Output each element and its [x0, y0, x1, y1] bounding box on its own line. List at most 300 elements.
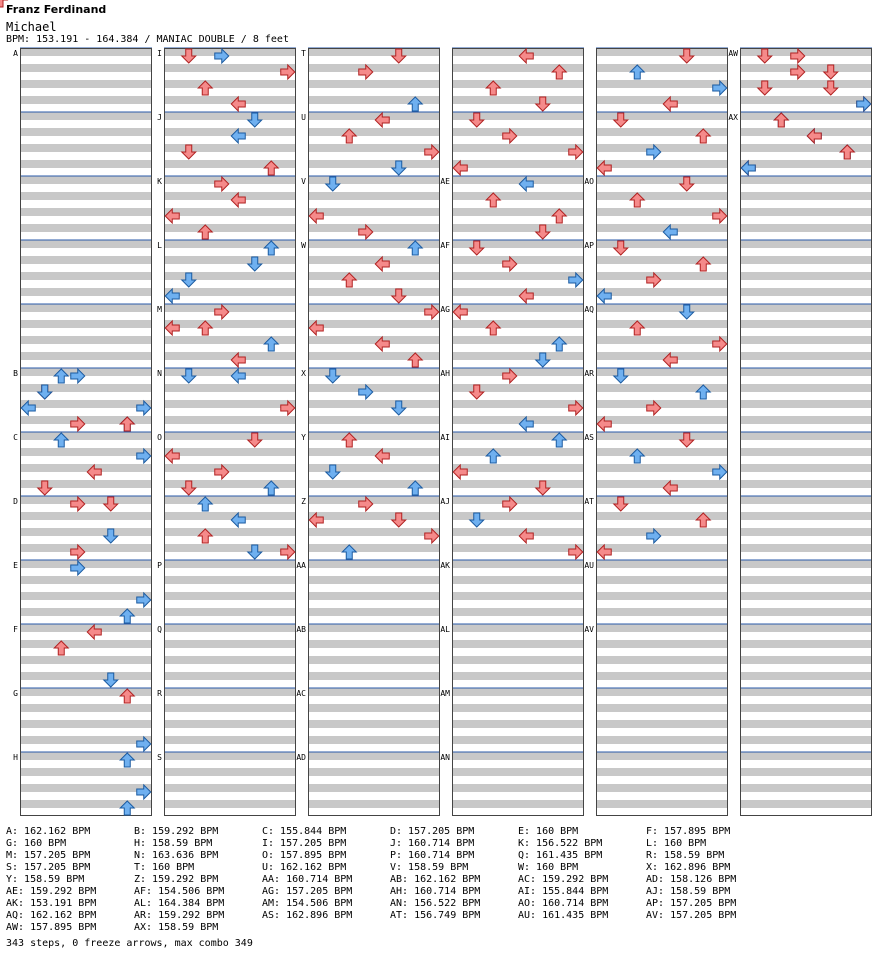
- stripe: [740, 528, 872, 536]
- stripe: [596, 656, 728, 664]
- stripe: [596, 480, 728, 488]
- stripe: [308, 112, 440, 120]
- stripe: [740, 384, 872, 392]
- bpm-entry: N: 163.636 BPM: [134, 850, 219, 861]
- measure-label: G: [13, 689, 18, 698]
- stripe: [164, 400, 296, 408]
- bpm-entry: Q: 161.435 BPM: [518, 850, 603, 861]
- bpm-row: [6, 826, 774, 838]
- bpm-entry: V: 158.59 BPM: [390, 862, 469, 873]
- measure-label: AW: [728, 49, 738, 58]
- stripe: [740, 720, 872, 728]
- stripe: [740, 784, 872, 792]
- stripe: [308, 384, 440, 392]
- stripe: [164, 592, 296, 600]
- stripe: [20, 320, 152, 328]
- stripe: [308, 448, 440, 456]
- chart-column: [452, 48, 584, 816]
- bpm-entry: AX: 158.59 BPM: [134, 922, 219, 933]
- stripe: [452, 688, 584, 696]
- measure-label: S: [157, 753, 162, 762]
- bpm-row: [6, 910, 774, 922]
- stripe: [740, 416, 872, 424]
- stripe: [596, 528, 728, 536]
- bpm-entry: X: 162.896 BPM: [646, 862, 731, 873]
- stripe: [308, 368, 440, 376]
- footer-summary: 343 steps, 0 freeze arrows, max combo 349: [6, 938, 253, 949]
- stripe: [308, 208, 440, 216]
- stripe: [308, 224, 440, 232]
- stripe: [596, 672, 728, 680]
- stripe: [740, 800, 872, 808]
- stripe: [20, 448, 152, 456]
- stripe: [20, 160, 152, 168]
- bpm-entry: [646, 922, 774, 934]
- bpm-entry: G: 160 BPM: [6, 838, 67, 849]
- stripe: [596, 640, 728, 648]
- measure-label: AM: [440, 689, 450, 698]
- measure-label: AO: [584, 177, 594, 186]
- stripe: [308, 624, 440, 632]
- stripe: [20, 464, 152, 472]
- stripe: [164, 464, 296, 472]
- stripe: [452, 464, 584, 472]
- measure-label: K: [157, 177, 162, 186]
- stripe: [308, 288, 440, 296]
- chart-column: [20, 48, 152, 816]
- stripe: [20, 400, 152, 408]
- stripe: [452, 512, 584, 520]
- stripe: [596, 368, 728, 376]
- stripe: [164, 128, 296, 136]
- bpm-entry: AG: 157.205 BPM: [262, 886, 353, 897]
- measure-label: E: [13, 561, 18, 570]
- stripe: [164, 48, 296, 56]
- stripe: [452, 704, 584, 712]
- stripe: [308, 704, 440, 712]
- stripe: [596, 96, 728, 104]
- stripe: [20, 784, 152, 792]
- stripe: [452, 80, 584, 88]
- measure-label: AB: [296, 625, 306, 634]
- stripe: [164, 544, 296, 552]
- stripe: [308, 672, 440, 680]
- bpm-entry: AL: 164.384 BPM: [134, 898, 225, 909]
- stripe: [20, 288, 152, 296]
- bpm-entry: AN: 156.522 BPM: [390, 898, 481, 909]
- stripe: [740, 80, 872, 88]
- stripe: [596, 448, 728, 456]
- stripe: [308, 640, 440, 648]
- stripe: [740, 96, 872, 104]
- stripe: [596, 784, 728, 792]
- stripe: [740, 464, 872, 472]
- measure-label: W: [301, 241, 306, 250]
- stripe: [740, 752, 872, 760]
- stripe: [308, 320, 440, 328]
- stripe: [452, 416, 584, 424]
- stripe: [164, 704, 296, 712]
- stripe: [740, 496, 872, 504]
- stripe: [596, 400, 728, 408]
- bpm-entry: AR: 159.292 BPM: [134, 910, 225, 921]
- stripe: [452, 528, 584, 536]
- bpm-entry: AP: 157.205 BPM: [646, 898, 737, 909]
- stripe: [740, 320, 872, 328]
- stripe: [20, 64, 152, 72]
- stripe: [452, 656, 584, 664]
- bpm-entry: D: 157.205 BPM: [390, 826, 475, 837]
- stripe: [164, 656, 296, 664]
- stripe: [164, 304, 296, 312]
- stripe: [164, 432, 296, 440]
- stripe: [596, 768, 728, 776]
- stripe: [740, 256, 872, 264]
- stripe: [164, 720, 296, 728]
- stripe: [164, 224, 296, 232]
- stripe: [20, 592, 152, 600]
- measure-label: Q: [157, 625, 162, 634]
- stripe: [308, 48, 440, 56]
- stripe: [452, 128, 584, 136]
- measure-label: AT: [584, 497, 594, 506]
- stripe: [308, 688, 440, 696]
- stripe: [740, 672, 872, 680]
- bpm-row: [6, 838, 774, 850]
- stripe: [308, 736, 440, 744]
- stripe: [164, 352, 296, 360]
- stripe: [452, 560, 584, 568]
- stripe: [452, 496, 584, 504]
- stripe: [596, 272, 728, 280]
- stripe: [164, 640, 296, 648]
- stripe: [452, 720, 584, 728]
- measure-label: V: [301, 177, 306, 186]
- stripe: [452, 400, 584, 408]
- stripe: [452, 384, 584, 392]
- stripe: [596, 576, 728, 584]
- chart-info: BPM: 153.191 - 164.384 / MANIAC DOUBLE / 8 feet: [6, 34, 289, 45]
- stripe: [452, 352, 584, 360]
- measure-label: AU: [584, 561, 594, 570]
- stripe: [596, 736, 728, 744]
- stripe: [740, 64, 872, 72]
- stripe: [20, 48, 152, 56]
- bpm-entry: S: 157.205 BPM: [6, 862, 91, 873]
- stripe: [596, 176, 728, 184]
- stripe: [164, 416, 296, 424]
- stripe: [740, 240, 872, 248]
- bpm-table: [6, 826, 774, 934]
- stripe: [308, 752, 440, 760]
- bpm-row: [6, 898, 774, 910]
- bpm-entry: U: 162.162 BPM: [262, 862, 347, 873]
- stripe: [596, 496, 728, 504]
- stripe: [164, 752, 296, 760]
- bpm-entry: AV: 157.205 BPM: [646, 910, 737, 921]
- measure-label: C: [13, 433, 18, 442]
- bpm-entry: E: 160 BPM: [518, 826, 579, 837]
- stripe: [740, 48, 872, 56]
- chart-column: [740, 48, 872, 816]
- stripe: [452, 576, 584, 584]
- measure-label: A: [13, 49, 18, 58]
- stripe: [452, 672, 584, 680]
- stripe: [740, 448, 872, 456]
- stripe: [164, 784, 296, 792]
- stripe: [164, 256, 296, 264]
- stripe: [596, 208, 728, 216]
- stripe: [20, 368, 152, 376]
- stripe: [596, 800, 728, 808]
- stripe: [20, 144, 152, 152]
- bpm-entry: AJ: 158.59 BPM: [646, 886, 731, 897]
- stripe: [452, 608, 584, 616]
- stripe: [740, 128, 872, 136]
- stripe: [308, 336, 440, 344]
- bpm-entry: AS: 162.896 BPM: [262, 910, 353, 921]
- stripe: [740, 688, 872, 696]
- stripe: [308, 800, 440, 808]
- stripe: [596, 304, 728, 312]
- stripe: [164, 528, 296, 536]
- stripe: [308, 400, 440, 408]
- stripe: [20, 272, 152, 280]
- measure-label: AF: [440, 241, 450, 250]
- stripe: [20, 96, 152, 104]
- stripe: [20, 768, 152, 776]
- measure-label: AR: [584, 369, 594, 378]
- stripe: [596, 224, 728, 232]
- measure-label: AC: [296, 689, 306, 698]
- bpm-entry: A: 162.162 BPM: [6, 826, 91, 837]
- stripe: [596, 80, 728, 88]
- stripe: [164, 272, 296, 280]
- stripe: [164, 64, 296, 72]
- stripe: [740, 656, 872, 664]
- stripe: [20, 384, 152, 392]
- stripe: [596, 352, 728, 360]
- bpm-entry: AD: 158.126 BPM: [646, 874, 737, 885]
- stripe: [164, 192, 296, 200]
- stripe: [740, 480, 872, 488]
- stripe: [164, 96, 296, 104]
- stripe: [740, 272, 872, 280]
- stripe: [740, 544, 872, 552]
- bpm-row: [6, 886, 774, 898]
- stripe: [740, 304, 872, 312]
- stripe: [20, 432, 152, 440]
- stripe: [596, 704, 728, 712]
- stripe: [20, 80, 152, 88]
- bpm-entry: I: 157.205 BPM: [262, 838, 347, 849]
- bpm-entry: AQ: 162.162 BPM: [6, 910, 97, 921]
- stripe: [596, 432, 728, 440]
- stripe: [308, 544, 440, 552]
- stripe: [308, 176, 440, 184]
- stripe: [164, 176, 296, 184]
- stripe: [596, 336, 728, 344]
- stripe: [164, 384, 296, 392]
- measure-label: AJ: [440, 497, 450, 506]
- bpm-entry: AW: 157.895 BPM: [6, 922, 97, 933]
- bpm-entry: AC: 159.292 BPM: [518, 874, 609, 885]
- stripe: [596, 720, 728, 728]
- stripe: [308, 464, 440, 472]
- stripe: [164, 688, 296, 696]
- stripe: [596, 240, 728, 248]
- stripe: [452, 240, 584, 248]
- stripe: [164, 560, 296, 568]
- stripe: [308, 304, 440, 312]
- stripe: [20, 480, 152, 488]
- stripe: [20, 208, 152, 216]
- stripe: [164, 736, 296, 744]
- stripe: [452, 768, 584, 776]
- stripe: [740, 112, 872, 120]
- stripe: [740, 768, 872, 776]
- measure-label: F: [13, 625, 18, 634]
- stripe: [308, 416, 440, 424]
- measure-label: AK: [440, 561, 450, 570]
- stripe: [596, 64, 728, 72]
- stripe: [164, 800, 296, 808]
- bpm-entry: AM: 154.506 BPM: [262, 898, 353, 909]
- measure-label: AN: [440, 753, 450, 762]
- stripe: [740, 368, 872, 376]
- measure-label: D: [13, 497, 18, 506]
- measure-label: X: [301, 369, 306, 378]
- stripe: [20, 256, 152, 264]
- bpm-entry: L: 160 BPM: [646, 838, 707, 849]
- stripe: [164, 672, 296, 680]
- stripe: [308, 144, 440, 152]
- stripe: [452, 272, 584, 280]
- stripe: [164, 768, 296, 776]
- stripe: [452, 624, 584, 632]
- measure-label: Z: [301, 497, 306, 506]
- stripe: [164, 576, 296, 584]
- bpm-entry: K: 156.522 BPM: [518, 838, 603, 849]
- bpm-entry: R: 158.59 BPM: [646, 850, 725, 861]
- stripe: [20, 224, 152, 232]
- stripe: [20, 544, 152, 552]
- stripe: [596, 288, 728, 296]
- bpm-entry: AB: 162.162 BPM: [390, 874, 481, 885]
- bpm-entry: AK: 153.191 BPM: [6, 898, 97, 909]
- stripe: [452, 544, 584, 552]
- stripe: [20, 336, 152, 344]
- red-arrow: [0, 0, 7, 7]
- stripe: [596, 592, 728, 600]
- stripe: [452, 176, 584, 184]
- bpm-entry: AH: 160.714 BPM: [390, 886, 481, 897]
- stripe: [740, 608, 872, 616]
- stripe: [308, 576, 440, 584]
- stripe: [164, 448, 296, 456]
- bpm-entry: AA: 160.714 BPM: [262, 874, 353, 885]
- stripe: [20, 112, 152, 120]
- stripe: [308, 160, 440, 168]
- stripe: [452, 224, 584, 232]
- bpm-entry: AO: 160.714 BPM: [518, 898, 609, 909]
- measure-label: AG: [440, 305, 450, 314]
- stripe: [20, 720, 152, 728]
- stripe: [740, 352, 872, 360]
- measure-label: R: [157, 689, 162, 698]
- stripe: [20, 736, 152, 744]
- stripe: [596, 160, 728, 168]
- measure-label: U: [301, 113, 306, 122]
- bpm-row: [6, 850, 774, 862]
- stripe: [164, 624, 296, 632]
- stripe: [164, 144, 296, 152]
- bpm-entry: AT: 156.749 BPM: [390, 910, 481, 921]
- measure-label: AV: [584, 625, 594, 634]
- measure-label: J: [157, 113, 162, 122]
- stripe: [740, 336, 872, 344]
- stripe: [452, 480, 584, 488]
- bpm-entry: M: 157.205 BPM: [6, 850, 91, 861]
- stripe: [740, 592, 872, 600]
- bpm-entry: F: 157.895 BPM: [646, 826, 731, 837]
- stripe: [740, 400, 872, 408]
- stripe: [452, 256, 584, 264]
- stripe: [308, 256, 440, 264]
- stripe: [308, 64, 440, 72]
- bpm-entry: [390, 922, 518, 934]
- bpm-entry: H: 158.59 BPM: [134, 838, 213, 849]
- bpm-entry: AI: 155.844 BPM: [518, 886, 609, 897]
- bpm-entry: AF: 154.506 BPM: [134, 886, 225, 897]
- stripe: [740, 576, 872, 584]
- bpm-entry: O: 157.895 BPM: [262, 850, 347, 861]
- stripe: [452, 192, 584, 200]
- measure-label: AH: [440, 369, 450, 378]
- measure-label: AD: [296, 753, 306, 762]
- stripe: [20, 192, 152, 200]
- stripe: [308, 656, 440, 664]
- bpm-entry: C: 155.844 BPM: [262, 826, 347, 837]
- stripe: [20, 656, 152, 664]
- stripe: [308, 192, 440, 200]
- stripe: [740, 192, 872, 200]
- stripe: [20, 672, 152, 680]
- chart-column: [164, 48, 296, 816]
- stripe: [164, 512, 296, 520]
- stripe: [20, 176, 152, 184]
- stripe: [452, 784, 584, 792]
- stripe: [164, 320, 296, 328]
- stripe: [308, 128, 440, 136]
- stripe: [452, 448, 584, 456]
- stripe: [740, 208, 872, 216]
- stripe: [740, 704, 872, 712]
- stripe: [596, 416, 728, 424]
- stripe: [20, 576, 152, 584]
- stripe: [740, 176, 872, 184]
- stripe: [452, 96, 584, 104]
- stripe: [20, 704, 152, 712]
- measure-label: AQ: [584, 305, 594, 314]
- stripe: [20, 624, 152, 632]
- bpm-row: [6, 874, 774, 886]
- stripe: [452, 160, 584, 168]
- measure-label: Y: [301, 433, 306, 442]
- stripe: [20, 304, 152, 312]
- stripe: [596, 320, 728, 328]
- stripe: [740, 160, 872, 168]
